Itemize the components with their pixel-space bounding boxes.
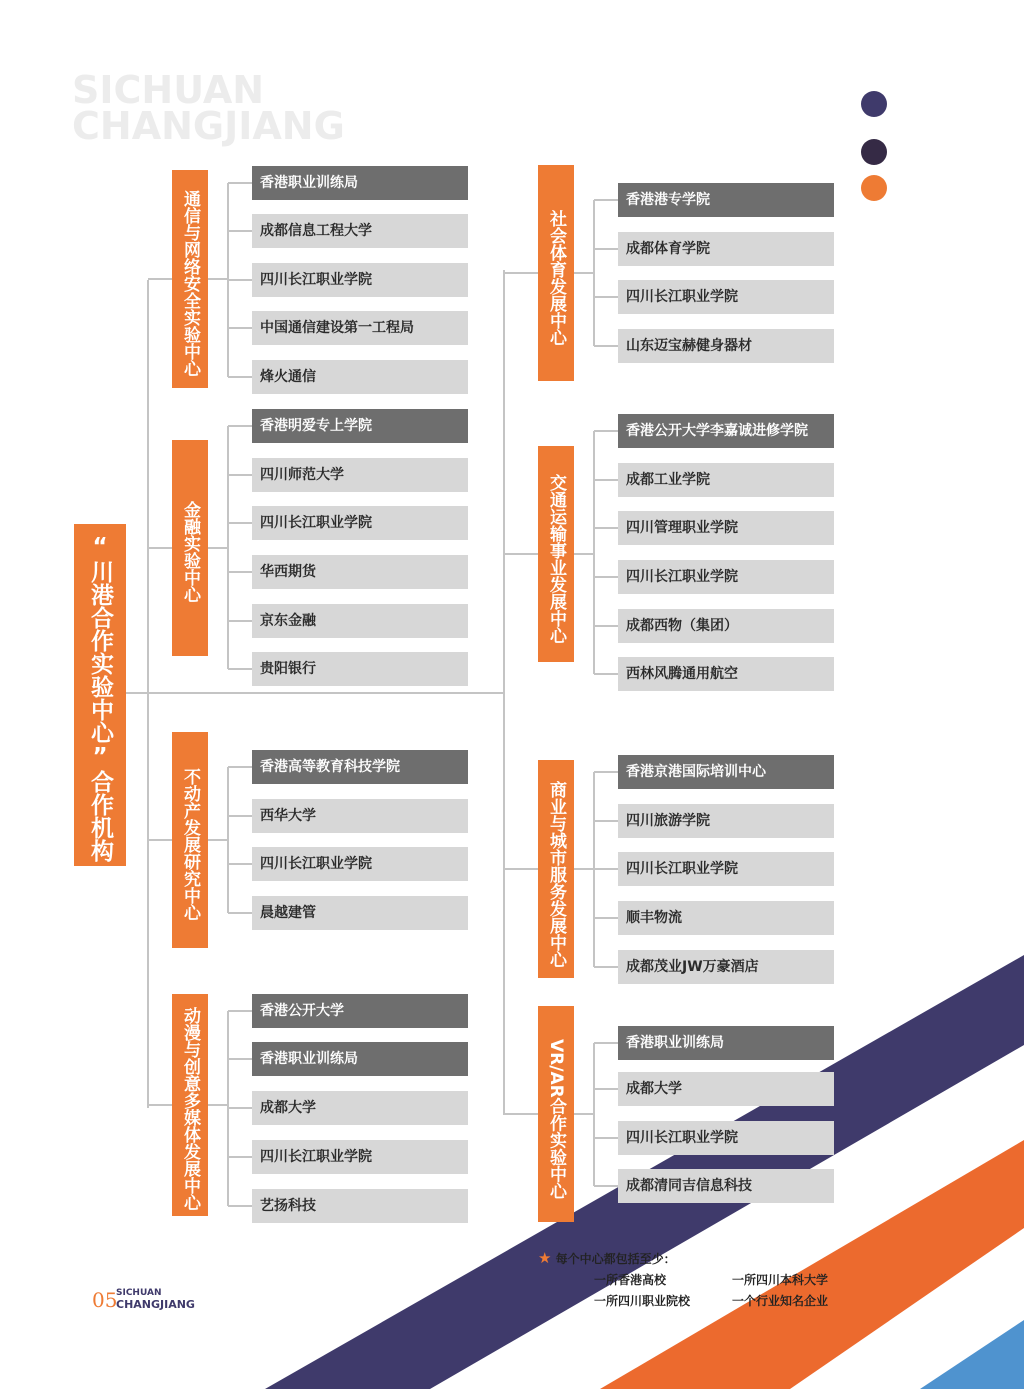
member-box: 香港职业训练局 (252, 166, 468, 200)
member-box: 成都体育学院 (618, 232, 834, 266)
member-box: 四川长江职业学院 (252, 263, 468, 297)
note-heading-text: 每个中心都包括至少： (555, 1252, 676, 1266)
member-box: 香港职业训练局 (618, 1026, 834, 1060)
member-box: 四川师范大学 (252, 458, 468, 492)
center-label: 动漫与创意多媒体发展中心 (172, 994, 208, 1216)
watermark (72, 68, 345, 148)
member-box: 四川长江职业学院 (252, 506, 468, 540)
member-box: 成都大学 (252, 1091, 468, 1125)
page-number: 05 (92, 1288, 118, 1312)
member-box: 成都西物（集团） (618, 609, 834, 643)
member-box: 成都茂业JW万豪酒店 (618, 950, 834, 984)
center-label: 社会体育发展中心 (538, 165, 574, 381)
watermark-line2: CHANGJIANG (72, 104, 345, 148)
center-label: 不动产发展研究中心 (172, 732, 208, 948)
member-box: 四川旅游学院 (618, 804, 834, 838)
member-box: 香港明爱专上学院 (252, 409, 468, 443)
member-box: 山东迈宝赫健身器材 (618, 329, 834, 363)
center-label: 交通运输事业发展中心 (538, 446, 574, 662)
note-item: 一所四川职业院校 (594, 1294, 691, 1308)
member-box: 四川长江职业学院 (618, 1121, 834, 1155)
member-box: 成都工业学院 (618, 463, 834, 497)
member-box: 四川长江职业学院 (252, 847, 468, 881)
footer-brand-line2: CHANGJIANG (116, 1298, 195, 1311)
member-box: 成都信息工程大学 (252, 214, 468, 248)
member-box: 晨越建管 (252, 896, 468, 930)
member-box: 西林风腾通用航空 (618, 657, 834, 691)
center-label: 商业与城市服务发展中心 (538, 760, 574, 978)
member-box: 四川长江职业学院 (252, 1140, 468, 1174)
note-item: 一所香港高校 (594, 1273, 667, 1287)
member-box: 香港公开大学 (252, 994, 468, 1028)
member-box: 四川长江职业学院 (618, 280, 834, 314)
member-box: 京东金融 (252, 604, 468, 638)
center-label: 金融实验中心 (172, 440, 208, 656)
member-box: 四川管理职业学院 (618, 511, 834, 545)
member-box: 香港公开大学李嘉诚进修学院 (618, 414, 834, 448)
footer-brand-line1: SICHUAN (116, 1288, 162, 1298)
member-box: 四川长江职业学院 (618, 852, 834, 886)
member-box: 香港京港国际培训中心 (618, 755, 834, 789)
member-box: 中国通信建设第一工程局 (252, 311, 468, 345)
note-heading (538, 1249, 676, 1267)
member-box: 西华大学 (252, 799, 468, 833)
member-box: 顺丰物流 (618, 901, 834, 935)
member-box: 香港港专学院 (618, 183, 834, 217)
member-box: 四川长江职业学院 (618, 560, 834, 594)
blue-stripe (920, 1320, 1024, 1389)
main-title: “川港合作实验中心”合作机构 (74, 524, 126, 866)
note-item: 一个行业知名企业 (732, 1294, 829, 1308)
member-box: 华西期货 (252, 555, 468, 589)
member-box: 成都清同吉信息科技 (618, 1169, 834, 1203)
dark-dot (861, 139, 887, 165)
footer-brand (116, 1288, 195, 1310)
member-box: 香港高等教育科技学院 (252, 750, 468, 784)
star-icon: ★ (538, 1249, 552, 1267)
member-box: 烽火通信 (252, 360, 468, 394)
member-box: 贵阳银行 (252, 652, 468, 686)
orange-dot (861, 175, 887, 201)
member-box: 艺扬科技 (252, 1189, 468, 1223)
navy-dot (861, 91, 887, 117)
center-label: 通信与网络安全实验中心 (172, 170, 208, 388)
note-item: 一所四川本科大学 (732, 1273, 829, 1287)
member-box: 成都大学 (618, 1072, 834, 1106)
watermark-line1: SICHUAN (72, 68, 265, 112)
center-label: VR/AR合作实验中心 (538, 1006, 574, 1222)
member-box: 香港职业训练局 (252, 1042, 468, 1076)
